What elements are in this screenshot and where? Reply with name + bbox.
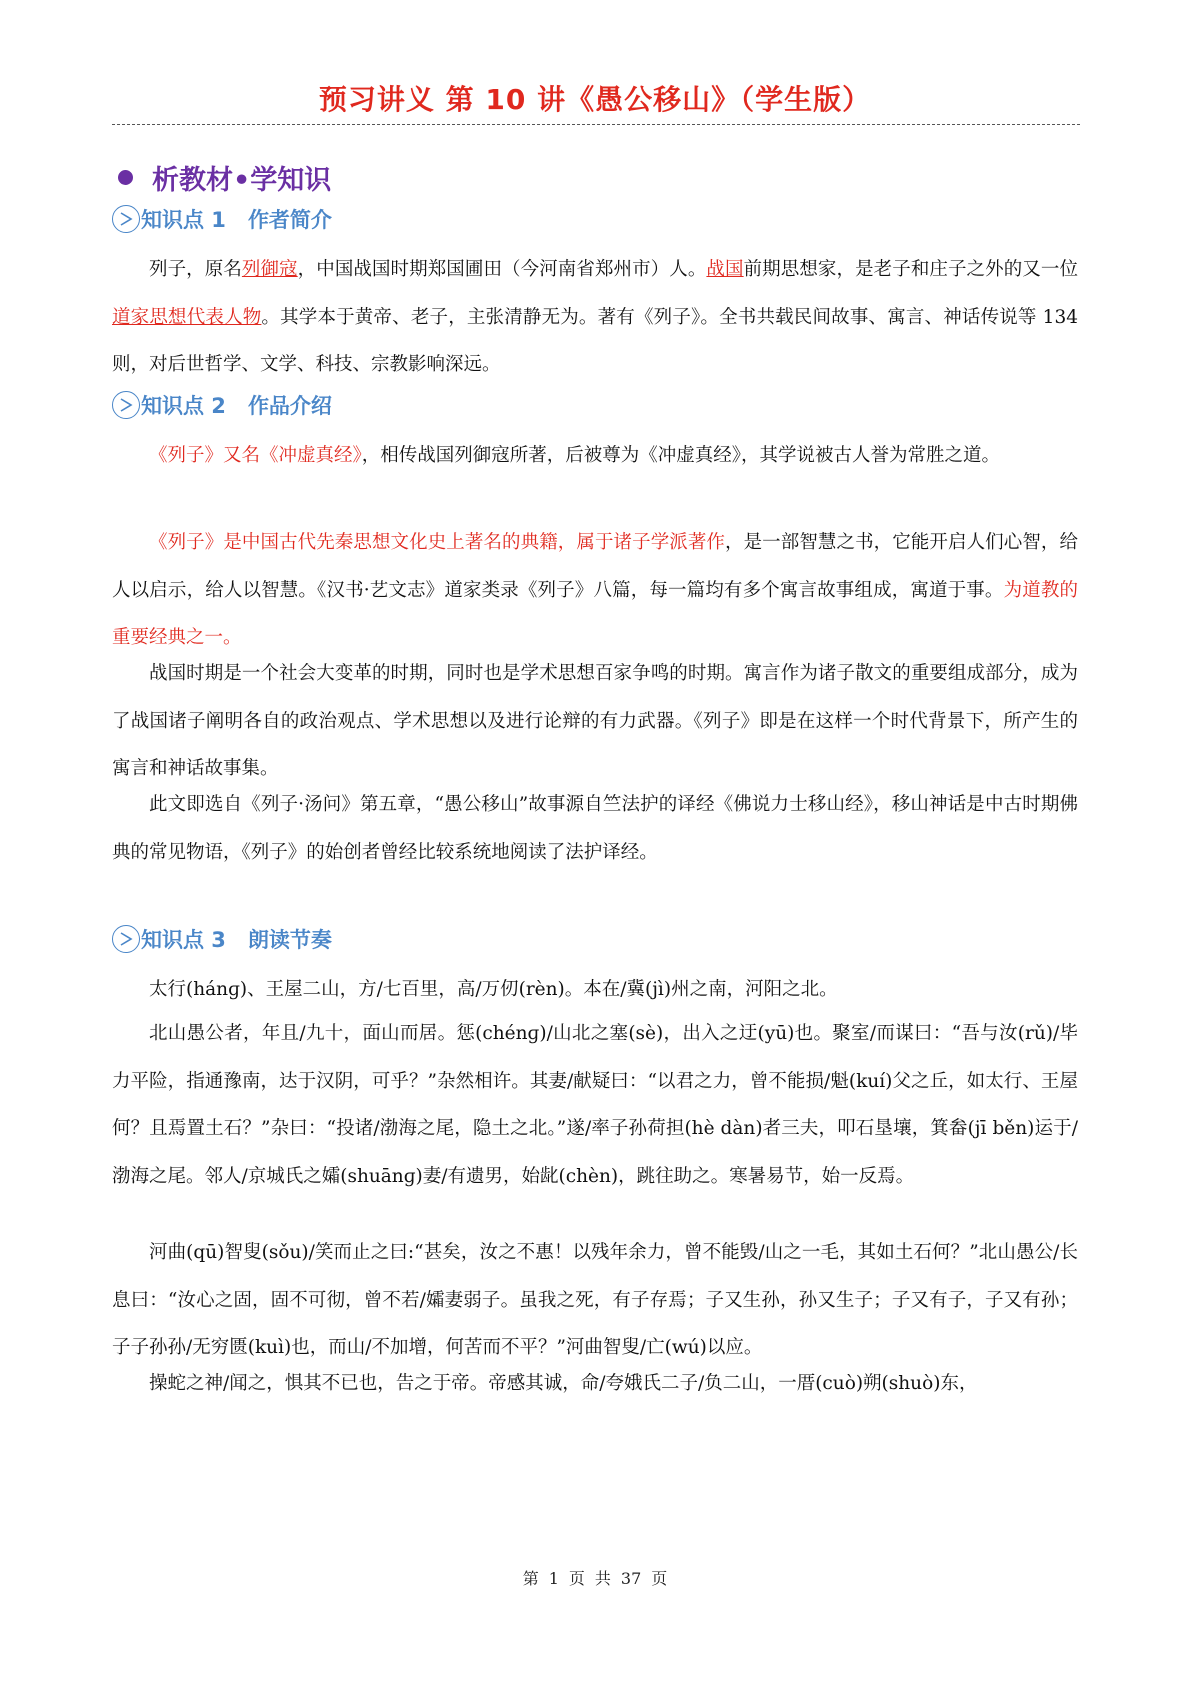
- footer-text: 页: [651, 1569, 668, 1588]
- highlight-text: 为道教的重要经典之一。: [112, 579, 1078, 648]
- text-run: 前期思想家，是老子和庄子之外的又一位: [743, 259, 1078, 280]
- kp3-heading: [112, 924, 332, 954]
- kp3-paragraph-3: 河曲(qū)智叟(sǒu)/笑而止之曰:“甚矣，汝之不惠！以残年余力，曾不能毁/山之一毛，其如土石何？”北山愚公/长息曰：“汝心之固，固不可彻，曾不若/孀妻弱子。虽我之死，有子存焉；子又生孙，孙又生子；子又有子，子又有孙；子子孙孙/无穷匮(kuì)也，而山/不加增，何苦而不平？”河曲智叟/亡(wú)以应。: [112, 1242, 1078, 1358]
- current-page-number: 1: [548, 1569, 559, 1588]
- highlight-author-name: 列御寇: [241, 259, 298, 280]
- kp1-paragraph: [112, 246, 1078, 389]
- section-heading: [112, 158, 331, 197]
- kp2-paragraph-2: [112, 519, 1078, 662]
- text-run: 。其学本于黄帝、老子，主张清静无为。著有《列子》。全书共载民间故事、寓言、神话传说等 134 则，对后世哲学、文学、科技、宗教影响深远。: [112, 306, 1078, 375]
- text-run: 列子，原名: [149, 259, 242, 280]
- highlight-text: 《列子》又名《冲虚真经》: [149, 445, 362, 466]
- kp1-name: 作者简介: [247, 208, 332, 232]
- footer-text: 页: [568, 1569, 585, 1588]
- kp2-name: 作品介绍: [247, 394, 332, 418]
- text-run: ，相传战国列御寇所著，后被尊为《冲虚真经》，其学说被古人誉为常胜之道。: [361, 445, 1001, 466]
- section-heading-text: 析教材•学知识: [152, 165, 332, 196]
- kp1-label: 知识点 1: [141, 208, 226, 232]
- page-title: 预习讲义 第 10 讲《愚公移山》（学生版）: [318, 83, 872, 116]
- kp3-paragraph-2: 北山愚公者，年且/九十，面山而居。惩(chénɡ)/山北之塞(sè)，出入之迂(yū)也。聚室/而谋曰：“吾与汝(rǔ)/毕力平险，指通豫南，达于汉阴，可乎？”杂然相许。其妻/献疑曰：“以君之力，曾不能损/魁(kuí)父之丘，如太行、王屋何？且焉置土石？”杂曰：“投诸/渤海之尾，隐土之北。”遂/率子孙荷担(hè dàn)者三夫，叩石垦壤，箕畚(jī běn)运于/渤海之尾。邻人/京城氏之孀(shuānɡ)妻/有遗男，始龀(chèn)，跳往助之。寒暑易节，始一反焉。: [112, 1023, 1078, 1187]
- kp2-paragraph-1: [112, 432, 1078, 480]
- highlight-era: 战国: [706, 259, 744, 280]
- kp2-label: 知识点 2: [141, 394, 226, 418]
- title-divider: [112, 124, 1080, 125]
- kp3-label: 知识点 3: [141, 928, 226, 952]
- kp3-paragraph-4: 操蛇之神/闻之，惧其不已也，告之于帝。帝感其诚，命/夸娥氏二子/负二山，一厝(cuò)朔(shuò)东，: [149, 1373, 978, 1394]
- text-run: ，是一部智慧之书，它能开启人们心智，给人以启示，给人以智慧。《汉书·艺文志》道家类录《列子》八篇，每一篇均有多个寓言故事组成，寓道于事。: [112, 532, 1078, 601]
- bullet-icon: [118, 170, 133, 185]
- footer-text: 共: [594, 1569, 611, 1588]
- highlight-text: 《列子》是中国古代先秦思想文化史上著名的典籍，属于诸子学派著作: [149, 532, 726, 553]
- kp1-heading: [112, 204, 332, 234]
- footer-text: 第: [522, 1569, 539, 1588]
- page-footer: [0, 1566, 1190, 1589]
- arrow-circle-icon: [112, 925, 140, 953]
- text-run: ，中国战国时期郑国圃田（今河南省郑州市）人。: [297, 259, 707, 280]
- kp2-paragraph-3: 战国时期是一个社会大变革的时期，同时也是学术思想百家争鸣的时期。寓言作为诸子散文的重要组成部分，成为了战国诸子阐明各自的政治观点、学术思想以及进行论辩的有力武器。《列子》即是在这样一个时代背景下，所产生的寓言和神话故事集。: [112, 663, 1078, 779]
- kp3-name: 朗读节奏: [247, 928, 332, 952]
- arrow-circle-icon: [112, 391, 140, 419]
- highlight-taoist: 道家思想代表人物: [112, 306, 262, 328]
- kp2-paragraph-4: 此文即选自《列子·汤问》第五章，“愚公移山”故事源自竺法护的译经《佛说力士移山经》，移山神话是中古时期佛典的常见物语，《列子》的始创者曾经比较系统地阅读了法护译经。: [112, 794, 1078, 863]
- arrow-circle-icon: [112, 205, 140, 233]
- kp2-heading: [112, 390, 332, 420]
- kp3-paragraph-1: 太行(hánɡ)、王屋二山，方/七百里，高/万仞(rèn)。本在/冀(jì)州之南，河阳之北。: [149, 979, 838, 1000]
- total-pages-number: 37: [620, 1569, 642, 1588]
